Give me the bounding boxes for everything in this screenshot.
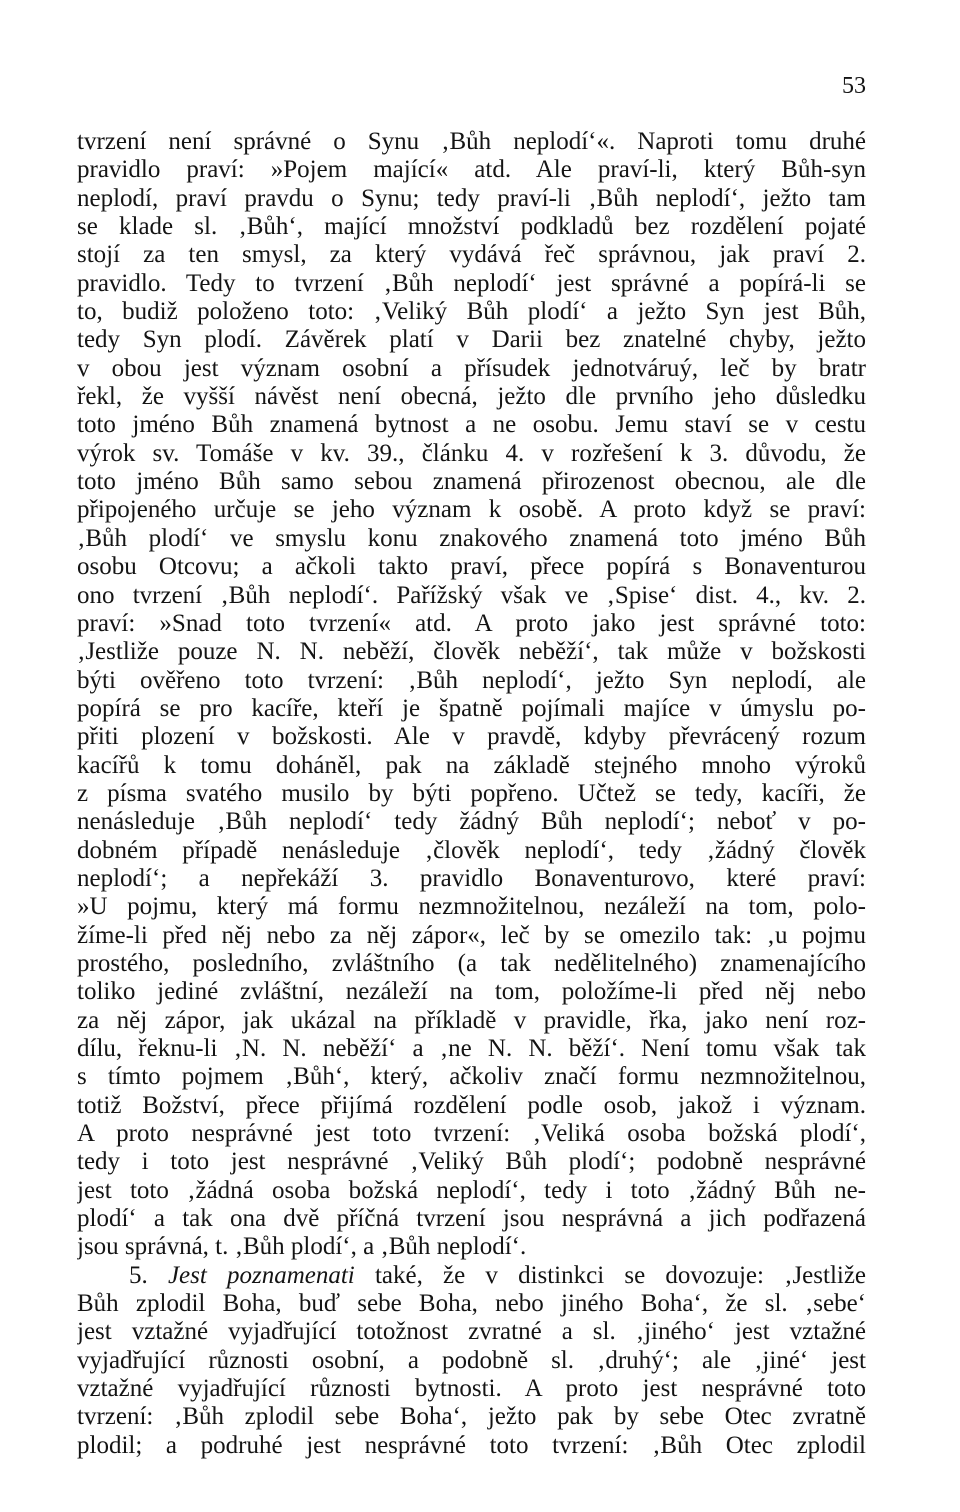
text-line: v obou jest význam osobní a přísudek jednotváruý, leč by bratr bbox=[77, 354, 866, 382]
text-line: nenásleduje ‚Bůh neplodí‘ tedy žádný Bůh neplodí‘; neboť v po- bbox=[77, 808, 866, 836]
text-line: z písma svatého musilo by býti popřeno. Učtež se tedy, kacíři, že bbox=[77, 779, 866, 807]
text-line: tedy i toto jest nesprávné ‚Veliký Bůh plodí‘; podobně nesprávné bbox=[77, 1148, 866, 1176]
text-line: tvrzení: ‚Bůh zplodil sebe Boha‘, ježto pak by sebe Otec zvratně bbox=[77, 1403, 866, 1431]
text-line: za něj zápor, jak ukázal na příkladě v pravidle, řka, jako není roz- bbox=[77, 1006, 866, 1034]
text-line: ono tvrzení ‚Bůh neplodí‘. Pařížský však ve ‚Spise‘ dist. 4., kv. 2. bbox=[77, 581, 866, 609]
text-line: ‚Jestliže pouze N. N. neběží, člověk neběží‘, tak může v božskosti bbox=[77, 638, 866, 666]
text-line: kacířů k tomu doháněl, pak na základě stejného mnoho výroků bbox=[77, 751, 866, 779]
text-line: neplodí, praví pravdu o Synu; tedy praví-li ‚Bůh neplodí‘, ježto tam bbox=[77, 184, 866, 212]
paragraph bbox=[77, 128, 866, 1262]
text-line: jest vztažné vyjadřující totožnost zvratné a sl. ‚jiného‘ jest vztažné bbox=[77, 1318, 866, 1346]
text-line: osobu Otcovu; a ačkoli takto praví, přece popírá s Bonaventurou bbox=[77, 553, 866, 581]
text-line: tvrzení není správné o Synu ‚Bůh neplodí‘«. Naproti tomu druhé bbox=[77, 128, 866, 155]
text-line: jsou správná, t. ‚Bůh plodí‘, a ‚Bůh neplodí‘. bbox=[77, 1233, 527, 1261]
text-line: žíme-li před něj nebo za něj zápor«, leč by se omezilo tak: ‚u pojmu bbox=[77, 921, 866, 949]
text-line: plodil; a podruhé jest nesprávné toto tvrzení: ‚Bůh Otec zplodil bbox=[77, 1431, 866, 1459]
text-line: pravidlo praví: »Pojem mající« atd. Ale praví-li, který Bůh-syn bbox=[77, 156, 866, 184]
text-line: toliko jediné zvláštní, nezáleží na tom, položíme-li před něj nebo bbox=[77, 978, 866, 1006]
text-line: neplodí‘; a nepřekáží 3. pravidlo Bonaventurovo, které praví: bbox=[77, 864, 866, 892]
text-line: plodí‘ a tak ona dvě příčná tvrzení jsou nesprávná a jich podřazená bbox=[77, 1205, 866, 1233]
body-text bbox=[77, 128, 866, 1460]
text-line: jest toto ‚žádná osoba božská neplodí‘, tedy i toto ‚žádný Bůh ne- bbox=[77, 1176, 866, 1204]
text-line: A proto nesprávné jest toto tvrzení: ‚Veliká osoba božská plodí‘, bbox=[77, 1120, 866, 1148]
text-line: připojeného určuje se jeho význam k osobě. A proto když se praví: bbox=[77, 496, 866, 524]
text-line: dílu, řeknu-li ‚N. N. neběží‘ a ‚ne N. N. běží‘. Není tomu však tak bbox=[77, 1035, 866, 1062]
text-line: praví: »Snad toto tvrzení« atd. A proto jako jest správné toto: bbox=[77, 609, 866, 637]
text-line: Bůh zplodil Boha, buď sebe Boha, nebo jiného Boha‘, že sl. ‚sebe‘ bbox=[77, 1290, 866, 1318]
text-line: »U pojmu, který má formu nezmnožitelnou, nezáleží na tom, polo- bbox=[77, 893, 866, 921]
text-line: ‚Bůh plodí‘ ve smyslu konu znakového znamená toto jméno Bůh bbox=[77, 524, 866, 552]
text-line: prostého, posledního, zvláštního (a tak nedělitelného) znamenajícího bbox=[77, 949, 866, 977]
text-line: vztažné vyjadřující různosti bytnosti. A proto jest nesprávné toto bbox=[77, 1375, 866, 1403]
text-line: přiti plození v božskosti. Ale v pravdě, kdyby převrácený rozum bbox=[77, 723, 866, 751]
section-number: 5. bbox=[129, 1261, 148, 1289]
italic-phrase: Jest poznamenati bbox=[167, 1261, 355, 1289]
text-line: toto jméno Bůh znamená bytnost a ne osobu. Jemu staví se v cestu bbox=[77, 411, 866, 439]
text-line: stojí za ten smysl, za který vydává řeč správnou, jak praví 2. bbox=[77, 241, 866, 269]
text-line: výrok sv. Tomáše v kv. 39., článku 4. v rozřešení k 3. důvodu, že bbox=[77, 439, 866, 467]
line-text: také, že v distinkci se dovozuje: ‚Jestliže bbox=[374, 1261, 866, 1289]
text-line bbox=[77, 1262, 866, 1290]
text-line: to, budiž položeno toto: ‚Veliký Bůh plodí‘ a ježto Syn jest Bůh, bbox=[77, 298, 866, 326]
text-line: tedy Syn plodí. Závěrek platí v Darii bez znatelné chyby, ježto bbox=[77, 326, 866, 354]
text-line: pravidlo. Tedy to tvrzení ‚Bůh neplodí‘ jest správné a popírá-li se bbox=[77, 269, 866, 297]
text-line: řekl, že vyšší návěst není obecná, ježto dle prvního jeho důsledku bbox=[77, 383, 866, 411]
text-line: popírá se pro kacíře, kteří je špatně pojímali majíce v úmyslu po- bbox=[77, 694, 866, 722]
text-line: vyjadřující různosti osobní, a podobně sl. ‚druhý‘; ale ‚jiné‘ jest bbox=[77, 1346, 866, 1374]
text-line: býti ověřeno toto tvrzení: ‚Bůh neplodí‘, ježto Syn neplodí, ale bbox=[77, 666, 866, 694]
page-number: 53 bbox=[842, 73, 866, 99]
paragraph bbox=[77, 1262, 866, 1460]
text-line: toto jméno Bůh samo sebou znamená přirozenost obecnou, ale dle bbox=[77, 468, 866, 496]
text-line: s tímto pojmem ‚Bůh‘, který, ačkoliv značí formu nezmnožitelnou, bbox=[77, 1063, 866, 1091]
text-line: dobném případě nenásleduje ‚člověk neplodí‘, tedy ‚žádný člověk bbox=[77, 836, 866, 864]
text-line: totiž Božství, přece přijímá rozdělení podle osob, jakož i význam. bbox=[77, 1091, 866, 1119]
text-line: se klade sl. ‚Bůh‘, mající množství podkladů bez rozdělení pojaté bbox=[77, 213, 866, 241]
